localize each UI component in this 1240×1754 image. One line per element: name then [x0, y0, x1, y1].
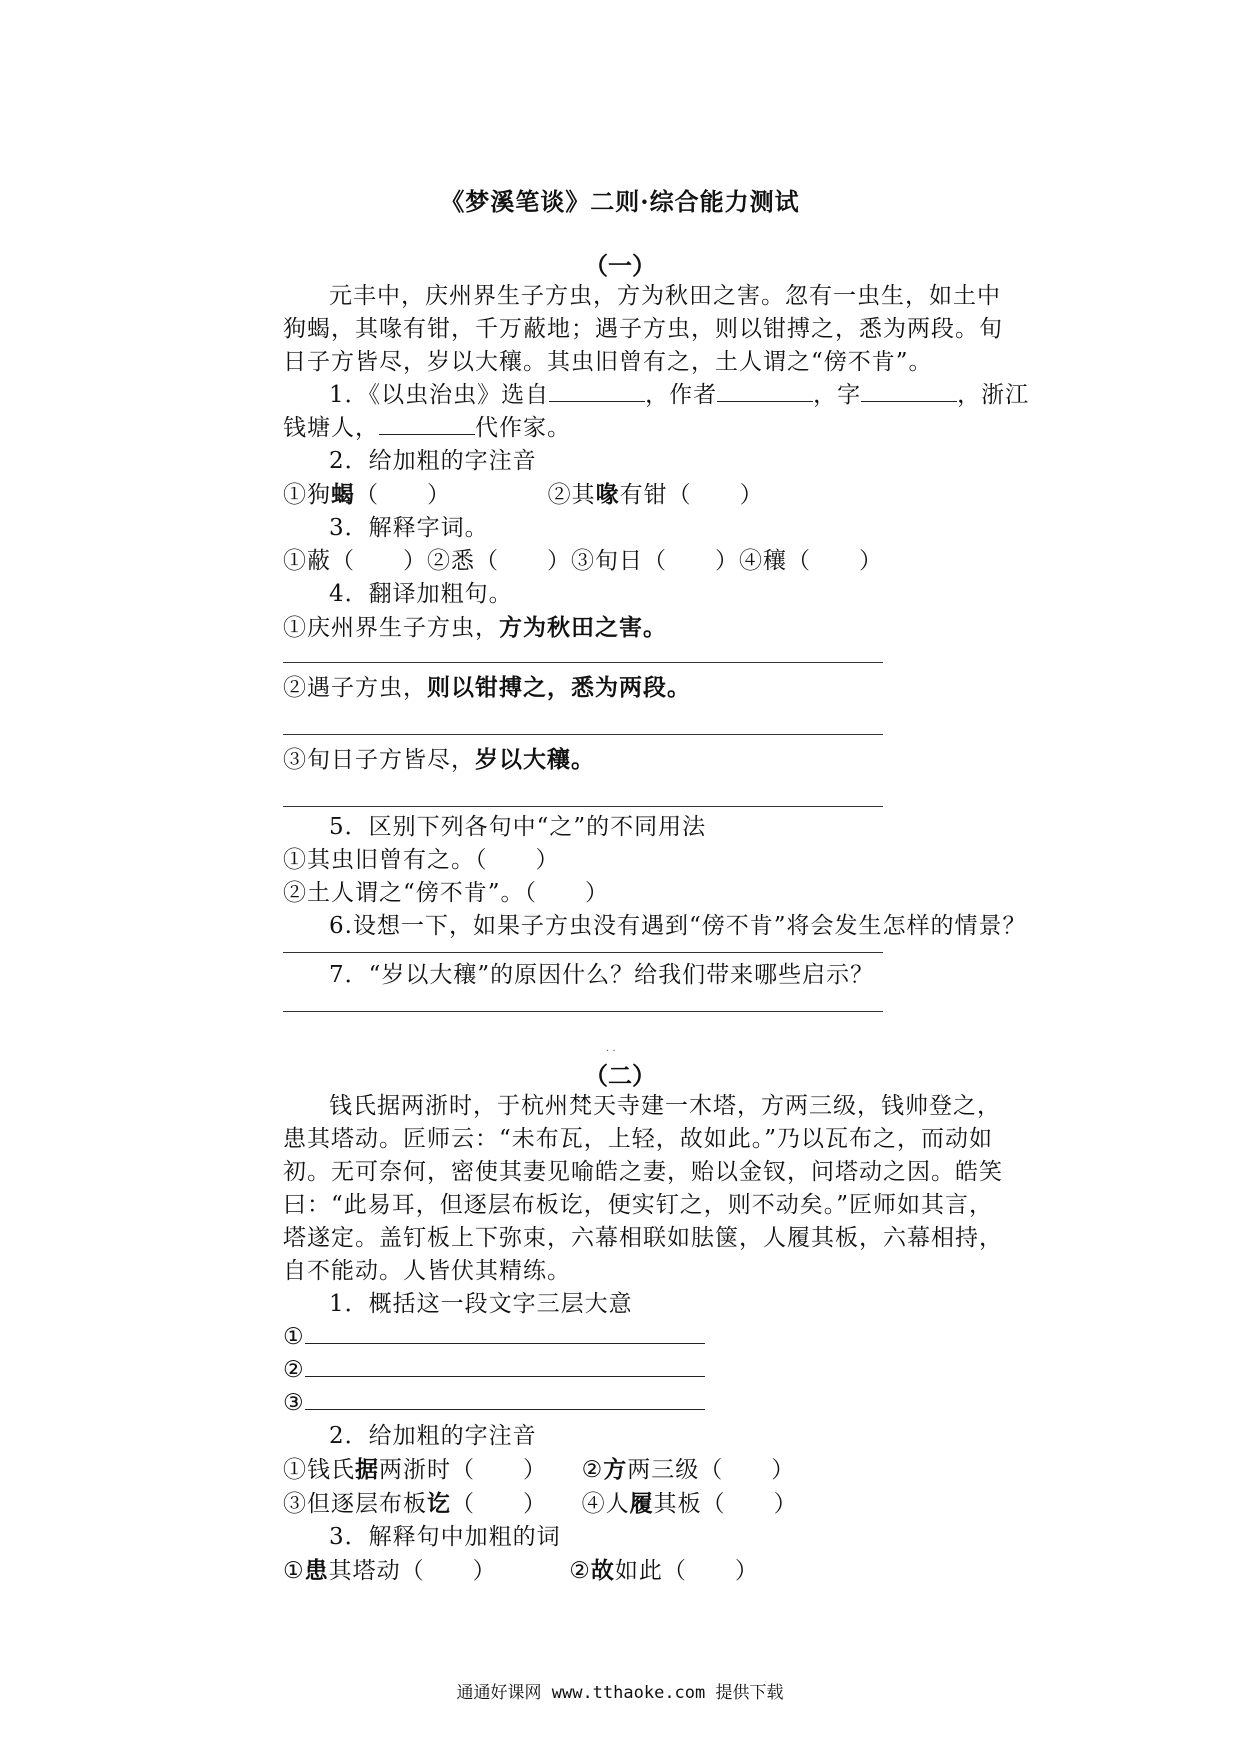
page-title: 《梦溪笔谈》二则·综合能力测试 [440, 187, 800, 216]
s1-q4-s2: ②遇子方虫，则以钳搏之，悉为两段。 [283, 674, 691, 701]
page-footer: 通通好课网 www.tthaoke.com 提供下载 [456, 1683, 784, 1703]
s2-q1-item: ③ [283, 1387, 1003, 1420]
answer-blank[interactable] [717, 381, 813, 402]
answer-paren[interactable]: （ ） [451, 1457, 547, 1483]
s1-q4-label: 4．翻译加粗句。 [329, 581, 513, 607]
section2-content [283, 1090, 1003, 1588]
s1-q4-s1: ①庆州界生子方虫，方为秋田之害。 [283, 614, 667, 641]
section2-passage: 钱氏据两浙时，于杭州梵天寺建一木塔，方两三级，钱帅登之，患其塔动。匠师云：“未布瓦，上轻，故如此。”乃以瓦布之，而动如初。无可奈何，密使其妻见喻皓之妻，贻以金钗，问塔动之因。皓笑曰：“此易耳，但逐层布板讫，便实钉之，则不动矣。”匠师如其言，塔遂定。盖钉板上下弥束，六幕相联如胠箧，人履其板，六幕相持，自不能动。人皆伏其精练。 [283, 1093, 1003, 1284]
s1-q5-label: 5．区别下列各句中“之”的不同用法 [329, 814, 707, 840]
s2-q1-item: ① [283, 1321, 1003, 1354]
section1-heading: （一） [584, 251, 656, 280]
s1-q1: 1．《以虫治虫》选自 ，作者 ，字 ，浙江 [329, 382, 1030, 408]
s1-q5-b[interactable]: ②土人谓之“傍不肯”。（ ） [283, 880, 610, 906]
answer-blank[interactable] [305, 1356, 705, 1377]
answer-blank[interactable] [861, 381, 957, 402]
answer-line[interactable] [283, 951, 883, 953]
s2-q2-row2: ③但逐层布板讫（ ） ④人履其板（ ） [283, 1490, 798, 1517]
answer-paren[interactable]: （ ） [451, 1491, 547, 1517]
s1-q5-a[interactable]: ①其虫旧曾有之。（ ） [283, 847, 560, 873]
s1-q3-items[interactable]: ①蔽（ ）②悉（ ）③旬日（ ）④穰（ ） [283, 548, 883, 574]
s2-q3-label: 3．解释句中加粗的词 [329, 1524, 561, 1550]
answer-blank[interactable] [379, 414, 475, 435]
answer-blank[interactable] [305, 1389, 705, 1410]
s1-q6: 6.设想一下，如果子方虫没有遇到“傍不肯”将会发生怎样的情景？ [329, 913, 1027, 939]
s1-q7: 7．“岁以大穰”的原因什么？给我们带来哪些启示？ [329, 962, 875, 988]
s2-q1-label: 1．概括这一段文字三层大意 [329, 1291, 633, 1317]
answer-line[interactable] [283, 661, 883, 663]
answer-paren[interactable]: （ ） [355, 482, 451, 508]
s2-q1-item: ② [283, 1354, 1003, 1387]
s1-q4-s3: ③旬日子方皆尽，岁以大穰。 [283, 746, 595, 773]
answer-line[interactable] [283, 733, 883, 735]
answer-line[interactable] [283, 1010, 883, 1012]
s2-q2-row1: ①钱氏据两浙时（ ） ②方两三级（ ） [283, 1456, 796, 1483]
s1-q1-cont: 钱塘人， 代作家。 [283, 415, 571, 441]
answer-line[interactable] [283, 805, 883, 807]
answer-paren[interactable]: （ ） [662, 1558, 759, 1584]
section2-heading: （二） [584, 1061, 656, 1090]
s1-q3-label: 3．解释字词。 [329, 515, 489, 541]
s2-q2-label: 2．给加粗的字注音 [329, 1423, 537, 1449]
answer-paren[interactable]: （ ） [667, 482, 764, 508]
answer-paren[interactable]: （ ） [699, 1457, 796, 1483]
s1-q2-label: 2．给加粗的字注音 [329, 448, 537, 474]
answer-paren[interactable]: （ ） [400, 1558, 497, 1584]
answer-blank[interactable] [549, 381, 645, 402]
s1-q2-items: ①狗蝎（ ） ②其喙有钳（ ） [283, 481, 764, 508]
answer-paren[interactable]: （ ） [701, 1491, 798, 1517]
section1-content [283, 280, 1030, 1012]
s2-q3-items: ①患其塔动（ ） ②故如此（ ） [283, 1557, 759, 1584]
section1-passage: 元丰中，庆州界生子方虫，方为秋田之害。忽有一虫生，如土中狗蝎，其喙有钳，千万蔽地；遇子方虫，则以钳搏之，悉为两段。旬日子方皆尽，岁以大穰。其虫旧曾有之，土人谓之“傍不肯”。 [283, 283, 1003, 375]
scan-mark: · · [606, 1046, 616, 1057]
answer-blank[interactable] [305, 1323, 705, 1344]
